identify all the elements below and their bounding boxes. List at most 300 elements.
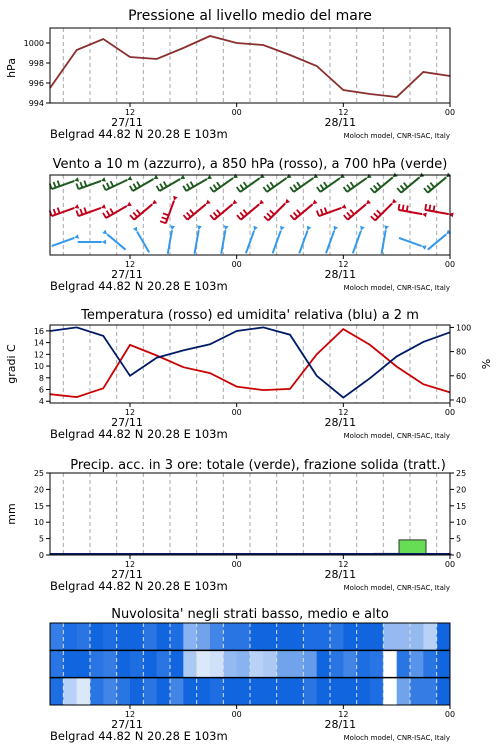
cloud-cell bbox=[277, 623, 291, 650]
x-tick-label: 00 bbox=[231, 560, 242, 569]
cloud-cell bbox=[90, 678, 104, 705]
cloud-cell bbox=[210, 678, 224, 705]
y-tick-label: 80 bbox=[456, 347, 467, 357]
cloud-cell bbox=[250, 678, 264, 705]
wind-barb-feather bbox=[407, 206, 408, 212]
y-tick-label: 60 bbox=[456, 371, 467, 381]
y-tick-label: 996 bbox=[28, 79, 44, 88]
wind-barb-head bbox=[366, 200, 371, 205]
y-tick-label: 25 bbox=[33, 469, 44, 478]
cloud-cell bbox=[117, 678, 131, 705]
wind-barb-feather bbox=[347, 212, 351, 217]
precipitation-title: Precip. acc. in 3 ore: totale (verde), frazione solida (tratt.) bbox=[70, 458, 446, 473]
y-tick-label: 0 bbox=[456, 551, 462, 560]
wind-barb-feather bbox=[58, 208, 60, 214]
wind-barb-head bbox=[340, 174, 345, 179]
wind-barb-feather bbox=[107, 183, 110, 188]
wind-barb-feather bbox=[427, 185, 431, 190]
wind-barb-feather bbox=[76, 211, 78, 217]
wind-barb-head bbox=[206, 200, 211, 205]
cloud-cell bbox=[370, 678, 384, 705]
credit-label: Moloch model, CNR-ISAC, Italy bbox=[343, 132, 450, 140]
cloud-cell bbox=[143, 678, 157, 705]
x-tick-label: 00 bbox=[444, 408, 456, 417]
temperature-ylabel: gradi C bbox=[5, 344, 18, 384]
wind-barb-feather bbox=[80, 182, 82, 188]
wind-barb-feather bbox=[160, 221, 166, 223]
wind-barb-feather bbox=[190, 210, 194, 215]
x-tick-label: 00 bbox=[444, 560, 456, 569]
cloud-xaxis bbox=[50, 705, 455, 743]
cloud-cell bbox=[357, 678, 371, 705]
wind-barb-feather bbox=[374, 185, 378, 190]
y-tick-label: 5 bbox=[456, 534, 462, 544]
cloud-cell bbox=[383, 623, 397, 650]
wind-xaxis bbox=[50, 255, 455, 293]
wind-barb-feather bbox=[163, 213, 169, 215]
wind-barb-head bbox=[280, 226, 285, 231]
wind-barb-feather bbox=[130, 215, 134, 220]
wind-barb-feather bbox=[290, 187, 293, 192]
temperature-yticks bbox=[34, 327, 50, 406]
y-tick-label: 994 bbox=[28, 99, 44, 108]
wind-barb-feather bbox=[429, 205, 430, 211]
y-tick-label: 4 bbox=[38, 397, 44, 407]
cloud-cell bbox=[103, 650, 117, 677]
x-tick-label: 12 bbox=[124, 710, 136, 719]
wind-barb-feather bbox=[217, 182, 220, 187]
cloud-cell bbox=[330, 650, 344, 677]
cloud-cell bbox=[397, 650, 411, 677]
wind-barb-feather bbox=[371, 188, 375, 193]
cloud-cell bbox=[343, 623, 357, 650]
wind-barb-feather bbox=[54, 209, 56, 215]
cloud-cell bbox=[397, 623, 411, 650]
wind-barb-feather bbox=[187, 184, 190, 189]
pressure-grid bbox=[63, 28, 436, 103]
credit-label: Moloch model, CNR-ISAC, Italy bbox=[343, 432, 450, 440]
x-tick-label: 12 bbox=[338, 108, 349, 117]
y-tick-label: 20 bbox=[33, 485, 44, 495]
x-date-label: 28/11 bbox=[324, 116, 357, 129]
cloud-cell bbox=[437, 678, 451, 705]
wind-barb-feather bbox=[325, 208, 327, 214]
cloud-cell bbox=[383, 650, 397, 677]
cloud-cell bbox=[170, 623, 184, 650]
cloud-cell bbox=[330, 623, 344, 650]
wind-barbs bbox=[50, 173, 454, 254]
cloud-cell bbox=[210, 623, 224, 650]
cloud-cell bbox=[343, 678, 357, 705]
x-tick-label: 12 bbox=[338, 260, 349, 269]
cloud-cell bbox=[263, 650, 277, 677]
wind-barb-head bbox=[287, 174, 292, 179]
wind-barb-feather bbox=[76, 184, 78, 190]
pressure-chart bbox=[0, 0, 500, 145]
wind-barb-feather bbox=[191, 182, 194, 187]
x-date-label: 27/11 bbox=[111, 718, 143, 731]
wind-barb-feather bbox=[404, 183, 408, 188]
cloud-cell bbox=[237, 623, 251, 650]
cloud-cell bbox=[303, 678, 317, 705]
pressure-title: Pressione al livello medio del mare bbox=[128, 8, 372, 24]
wind-barb-head bbox=[233, 174, 238, 179]
wind-title: Vento a 10 m (azzurro), a 850 hPa (rosso), a 700 hPa (verde) bbox=[52, 157, 448, 172]
wind-barb-feather bbox=[217, 210, 221, 215]
wind-barb-head bbox=[127, 176, 132, 180]
wind-barb-feather bbox=[267, 185, 270, 190]
wind-barb-head bbox=[307, 226, 312, 231]
y-tick-label: 8 bbox=[38, 373, 44, 383]
wind-barb-feather bbox=[320, 185, 324, 190]
wind-barb-head bbox=[197, 225, 202, 230]
x-tick-label: 12 bbox=[338, 560, 349, 569]
precipitation-yticks-right bbox=[450, 469, 466, 560]
wind-barb-feather bbox=[263, 187, 267, 192]
y-tick-label: 15 bbox=[33, 501, 44, 511]
wind-barb-feather bbox=[321, 209, 323, 215]
y-tick-label: 6 bbox=[38, 385, 44, 395]
x-tick-label: 12 bbox=[338, 710, 349, 719]
x-tick-label: 00 bbox=[231, 408, 242, 417]
cloud-cell bbox=[423, 623, 437, 650]
cloud-cell bbox=[157, 678, 171, 705]
x-tick-label: 00 bbox=[444, 710, 456, 719]
wind-barb-feather bbox=[424, 188, 428, 193]
wind-barb-head bbox=[102, 240, 106, 245]
cloud-cell bbox=[77, 678, 91, 705]
cloud-cell bbox=[263, 678, 277, 705]
x-tick-label: 12 bbox=[124, 108, 136, 117]
cloud-cell bbox=[410, 678, 424, 705]
x-date-label: 27/11 bbox=[111, 568, 143, 581]
cloud-cell bbox=[90, 623, 104, 650]
precipitation-ylabel: mm bbox=[5, 503, 18, 525]
wind-barb-feather bbox=[58, 181, 60, 187]
wind-barb-feather bbox=[183, 186, 186, 191]
cloud-cell bbox=[103, 678, 117, 705]
wind-barb-head bbox=[74, 234, 79, 239]
wind-barb-feather bbox=[164, 182, 167, 187]
wind-barb-feather bbox=[157, 186, 160, 191]
wind-barb-feather bbox=[374, 213, 378, 217]
cloud-cell bbox=[157, 623, 171, 650]
wind-barb-head bbox=[74, 204, 79, 209]
wind-barb-head bbox=[127, 202, 132, 206]
wind-barb-feather bbox=[347, 185, 351, 190]
wind-barb-head bbox=[102, 230, 107, 235]
location-label: Belgrad 44.82 N 20.28 E 103m bbox=[50, 729, 228, 743]
x-tick-label: 12 bbox=[338, 408, 349, 417]
x-tick-label: 00 bbox=[231, 710, 242, 719]
cloud-cell bbox=[197, 650, 211, 677]
humidity-yticks bbox=[450, 323, 471, 405]
wind-barb-feather bbox=[130, 186, 133, 191]
cloud-cell bbox=[170, 678, 184, 705]
wind-barb-shaft bbox=[106, 180, 128, 190]
wind-barb-head bbox=[313, 174, 318, 179]
wind-barb-feather bbox=[111, 181, 114, 186]
x-tick-label: 12 bbox=[124, 260, 136, 269]
wind-chart bbox=[0, 150, 500, 295]
cloud-cell bbox=[90, 650, 104, 677]
temperature-grid bbox=[63, 325, 436, 403]
wind-barb-feather bbox=[107, 211, 110, 216]
cloud-cell bbox=[183, 623, 197, 650]
cloud-cell bbox=[370, 623, 384, 650]
cloud-cell bbox=[303, 650, 317, 677]
cloud-cell bbox=[117, 623, 131, 650]
pressure-ylabel: hPa bbox=[5, 58, 18, 78]
wind-barb-feather bbox=[294, 212, 298, 217]
x-date-label: 28/11 bbox=[324, 416, 357, 429]
cloud-title: Nuvolosita' negli strati basso, medio e alto bbox=[111, 607, 389, 622]
y-tick-label: 40 bbox=[456, 395, 467, 405]
cloud-cell bbox=[143, 650, 157, 677]
cloud-cell bbox=[290, 650, 304, 677]
wind-barb-feather bbox=[371, 216, 375, 220]
wind-barb-feather bbox=[214, 212, 218, 217]
x-date-label: 27/11 bbox=[111, 116, 143, 129]
wind-barb-feather bbox=[103, 185, 106, 191]
wind-barb-feather bbox=[210, 215, 214, 220]
cloud-cell bbox=[410, 623, 424, 650]
cloud-cell bbox=[170, 650, 184, 677]
cloud-cell bbox=[410, 650, 424, 677]
wind-barb-feather bbox=[264, 216, 268, 220]
cloud-cell bbox=[303, 623, 317, 650]
cloud-cells bbox=[50, 623, 451, 705]
cloud-cell bbox=[357, 650, 371, 677]
wind-barb-head bbox=[367, 174, 372, 179]
y-tick-label: 10 bbox=[456, 518, 467, 528]
cloud-cell bbox=[197, 678, 211, 705]
x-date-label: 27/11 bbox=[111, 268, 143, 281]
location-label: Belgrad 44.82 N 20.28 E 103m bbox=[50, 127, 228, 141]
wind-barb-feather bbox=[54, 182, 56, 188]
x-tick-label: 00 bbox=[231, 108, 242, 117]
cloud-cell bbox=[277, 678, 291, 705]
wind-barb-feather bbox=[270, 210, 274, 214]
wind-barb-feather bbox=[430, 183, 434, 188]
cloud-cell bbox=[117, 650, 131, 677]
cloud-cell bbox=[317, 623, 331, 650]
cloud-cell bbox=[290, 623, 304, 650]
wind-barb-feather bbox=[244, 182, 248, 187]
cloud-cell bbox=[237, 678, 251, 705]
cloud-cell bbox=[130, 678, 144, 705]
wind-barb-head bbox=[422, 213, 427, 218]
wind-barb-feather bbox=[317, 187, 320, 192]
cloud-cell bbox=[237, 650, 251, 677]
cloud-cell bbox=[77, 650, 91, 677]
cloud-cell bbox=[250, 650, 264, 677]
cloud-cell bbox=[130, 623, 144, 650]
wind-barb-feather bbox=[237, 215, 241, 220]
wind-barb-feather bbox=[401, 185, 405, 190]
cloud-cell bbox=[183, 678, 197, 705]
wind-barb-head bbox=[101, 177, 106, 182]
cloud-cell bbox=[210, 650, 224, 677]
x-date-label: 28/11 bbox=[324, 568, 357, 581]
x-tick-label: 00 bbox=[444, 108, 456, 117]
cloud-cell bbox=[50, 623, 64, 650]
y-tick-label: 14 bbox=[33, 338, 44, 348]
x-tick-label: 00 bbox=[444, 260, 456, 269]
precipitation-chart bbox=[0, 452, 500, 597]
wind-barb-head bbox=[253, 226, 258, 231]
wind-barb-feather bbox=[137, 182, 140, 187]
wind-barb-feather bbox=[270, 182, 274, 187]
wind-barb-feather bbox=[434, 206, 435, 212]
y-tick-label: 0 bbox=[38, 551, 44, 560]
credit-label: Moloch model, CNR-ISAC, Italy bbox=[343, 584, 450, 592]
wind-barb-head bbox=[133, 227, 137, 232]
wind-barb-head bbox=[334, 226, 339, 231]
cloud-cell bbox=[223, 678, 237, 705]
cloud-cell bbox=[63, 650, 77, 677]
cloud-cell bbox=[183, 650, 197, 677]
cloud-cell bbox=[437, 650, 451, 677]
wind-barb-feather bbox=[344, 187, 347, 192]
wind-barb-head bbox=[170, 225, 175, 230]
wind-barb-feather bbox=[350, 210, 354, 215]
cloud-cell bbox=[397, 678, 411, 705]
cloud-cell bbox=[330, 678, 344, 705]
y-tick-label: 15 bbox=[456, 501, 467, 511]
y-tick-label: 998 bbox=[28, 59, 44, 68]
cloud-cell bbox=[250, 623, 264, 650]
precipitation-bar bbox=[399, 540, 426, 555]
y-tick-label: 1000 bbox=[23, 39, 44, 48]
cloud-cell bbox=[383, 678, 397, 705]
temperature-title: Temperatura (rosso) ed umidita' relativa (blu) a 2 m bbox=[81, 308, 419, 323]
y-tick-label: 100 bbox=[456, 323, 472, 333]
x-tick-label: 12 bbox=[124, 560, 136, 569]
wind-barb-head bbox=[285, 199, 290, 204]
cloud-cell bbox=[370, 650, 384, 677]
wind-barb-head bbox=[313, 200, 318, 205]
wind-barb-head bbox=[173, 196, 178, 201]
x-date-label: 27/11 bbox=[111, 416, 143, 429]
y-tick-label: 10 bbox=[33, 362, 44, 372]
temperature-chart bbox=[0, 303, 500, 448]
wind-barb-feather bbox=[399, 204, 400, 210]
wind-barb-feather bbox=[162, 217, 168, 219]
precipitation-yticks bbox=[34, 469, 50, 560]
wind-barb-feather bbox=[317, 211, 319, 217]
cloud-cell bbox=[343, 650, 357, 677]
credit-label: Moloch model, CNR-ISAC, Italy bbox=[343, 734, 450, 742]
wind-barb-feather bbox=[377, 210, 381, 214]
x-tick-label: 00 bbox=[231, 260, 242, 269]
wind-barb-head bbox=[224, 225, 229, 230]
cloud-chart bbox=[0, 602, 500, 750]
wind-barb-head bbox=[341, 204, 346, 209]
y-tick-label: 25 bbox=[456, 469, 467, 478]
cloud-cell bbox=[317, 650, 331, 677]
cloud-cell bbox=[223, 623, 237, 650]
cloud-cell bbox=[357, 623, 371, 650]
x-date-label: 28/11 bbox=[324, 718, 357, 731]
wind-barb-head bbox=[233, 200, 238, 205]
cloud-cell bbox=[77, 623, 91, 650]
wind-barb-feather bbox=[160, 184, 163, 189]
wind-barb-feather bbox=[237, 187, 241, 192]
wind-barb-feather bbox=[297, 210, 301, 215]
x-date-label: 28/11 bbox=[324, 268, 357, 281]
credit-label: Moloch model, CNR-ISAC, Italy bbox=[343, 284, 450, 292]
wind-barb-feather bbox=[214, 185, 217, 190]
temperature-xaxis bbox=[50, 403, 455, 441]
wind-barb-feather bbox=[137, 210, 141, 215]
wind-barb-feather bbox=[133, 212, 137, 217]
wind-barb-head bbox=[260, 174, 265, 179]
cloud-cell bbox=[103, 623, 117, 650]
cloud-cell bbox=[50, 678, 64, 705]
cloud-cell bbox=[223, 650, 237, 677]
wind-barb-feather bbox=[243, 210, 247, 215]
cloud-cell bbox=[50, 650, 64, 677]
wind-barb-head bbox=[360, 226, 365, 231]
cloud-cell bbox=[130, 650, 144, 677]
precipitation-frame bbox=[50, 473, 450, 555]
precipitation-grid bbox=[63, 473, 436, 555]
wind-barb-feather bbox=[425, 204, 426, 210]
cloud-cell bbox=[157, 650, 171, 677]
wind-barb-head bbox=[259, 200, 264, 205]
precipitation-xaxis bbox=[50, 555, 455, 593]
wind-barb-head bbox=[392, 199, 397, 204]
wind-barb-feather bbox=[377, 183, 381, 188]
wind-barb-feather bbox=[297, 182, 301, 187]
location-label: Belgrad 44.82 N 20.28 E 103m bbox=[50, 579, 228, 593]
wind-barb-feather bbox=[403, 205, 404, 211]
cloud-cell bbox=[143, 623, 157, 650]
y-tick-label: 5 bbox=[38, 534, 44, 544]
pressure-xaxis bbox=[50, 103, 455, 141]
x-tick-label: 12 bbox=[124, 408, 136, 417]
y-tick-label: 20 bbox=[456, 485, 467, 495]
pressure-yticks bbox=[24, 39, 50, 108]
wind-barb-head bbox=[101, 204, 106, 209]
wind-barb-feather bbox=[210, 187, 214, 192]
y-tick-label: 10 bbox=[33, 518, 44, 528]
wind-barb-feather bbox=[110, 209, 113, 214]
cloud-cell bbox=[197, 623, 211, 650]
location-label: Belgrad 44.82 N 20.28 E 103m bbox=[50, 279, 228, 293]
wind-barb-head bbox=[422, 245, 427, 250]
wind-barb-feather bbox=[103, 213, 106, 218]
cloud-cell bbox=[63, 678, 77, 705]
wind-barb-head bbox=[74, 177, 79, 182]
y-tick-label: 16 bbox=[33, 326, 44, 336]
wind-barb-feather bbox=[240, 185, 243, 190]
cloud-cell bbox=[263, 623, 277, 650]
cloud-cell bbox=[290, 678, 304, 705]
wind-barb-head bbox=[384, 225, 389, 230]
wind-barb-feather bbox=[133, 184, 136, 189]
cloud-cell bbox=[277, 650, 291, 677]
wind-barb-feather bbox=[397, 188, 401, 193]
wind-barb-feather bbox=[290, 215, 294, 220]
cloud-cell bbox=[423, 650, 437, 677]
wind-barb-feather bbox=[184, 215, 188, 220]
cloud-cell bbox=[317, 678, 331, 705]
wind-barb-feather bbox=[351, 182, 354, 187]
y-tick-label: 12 bbox=[33, 350, 44, 360]
cloud-cell bbox=[63, 623, 77, 650]
